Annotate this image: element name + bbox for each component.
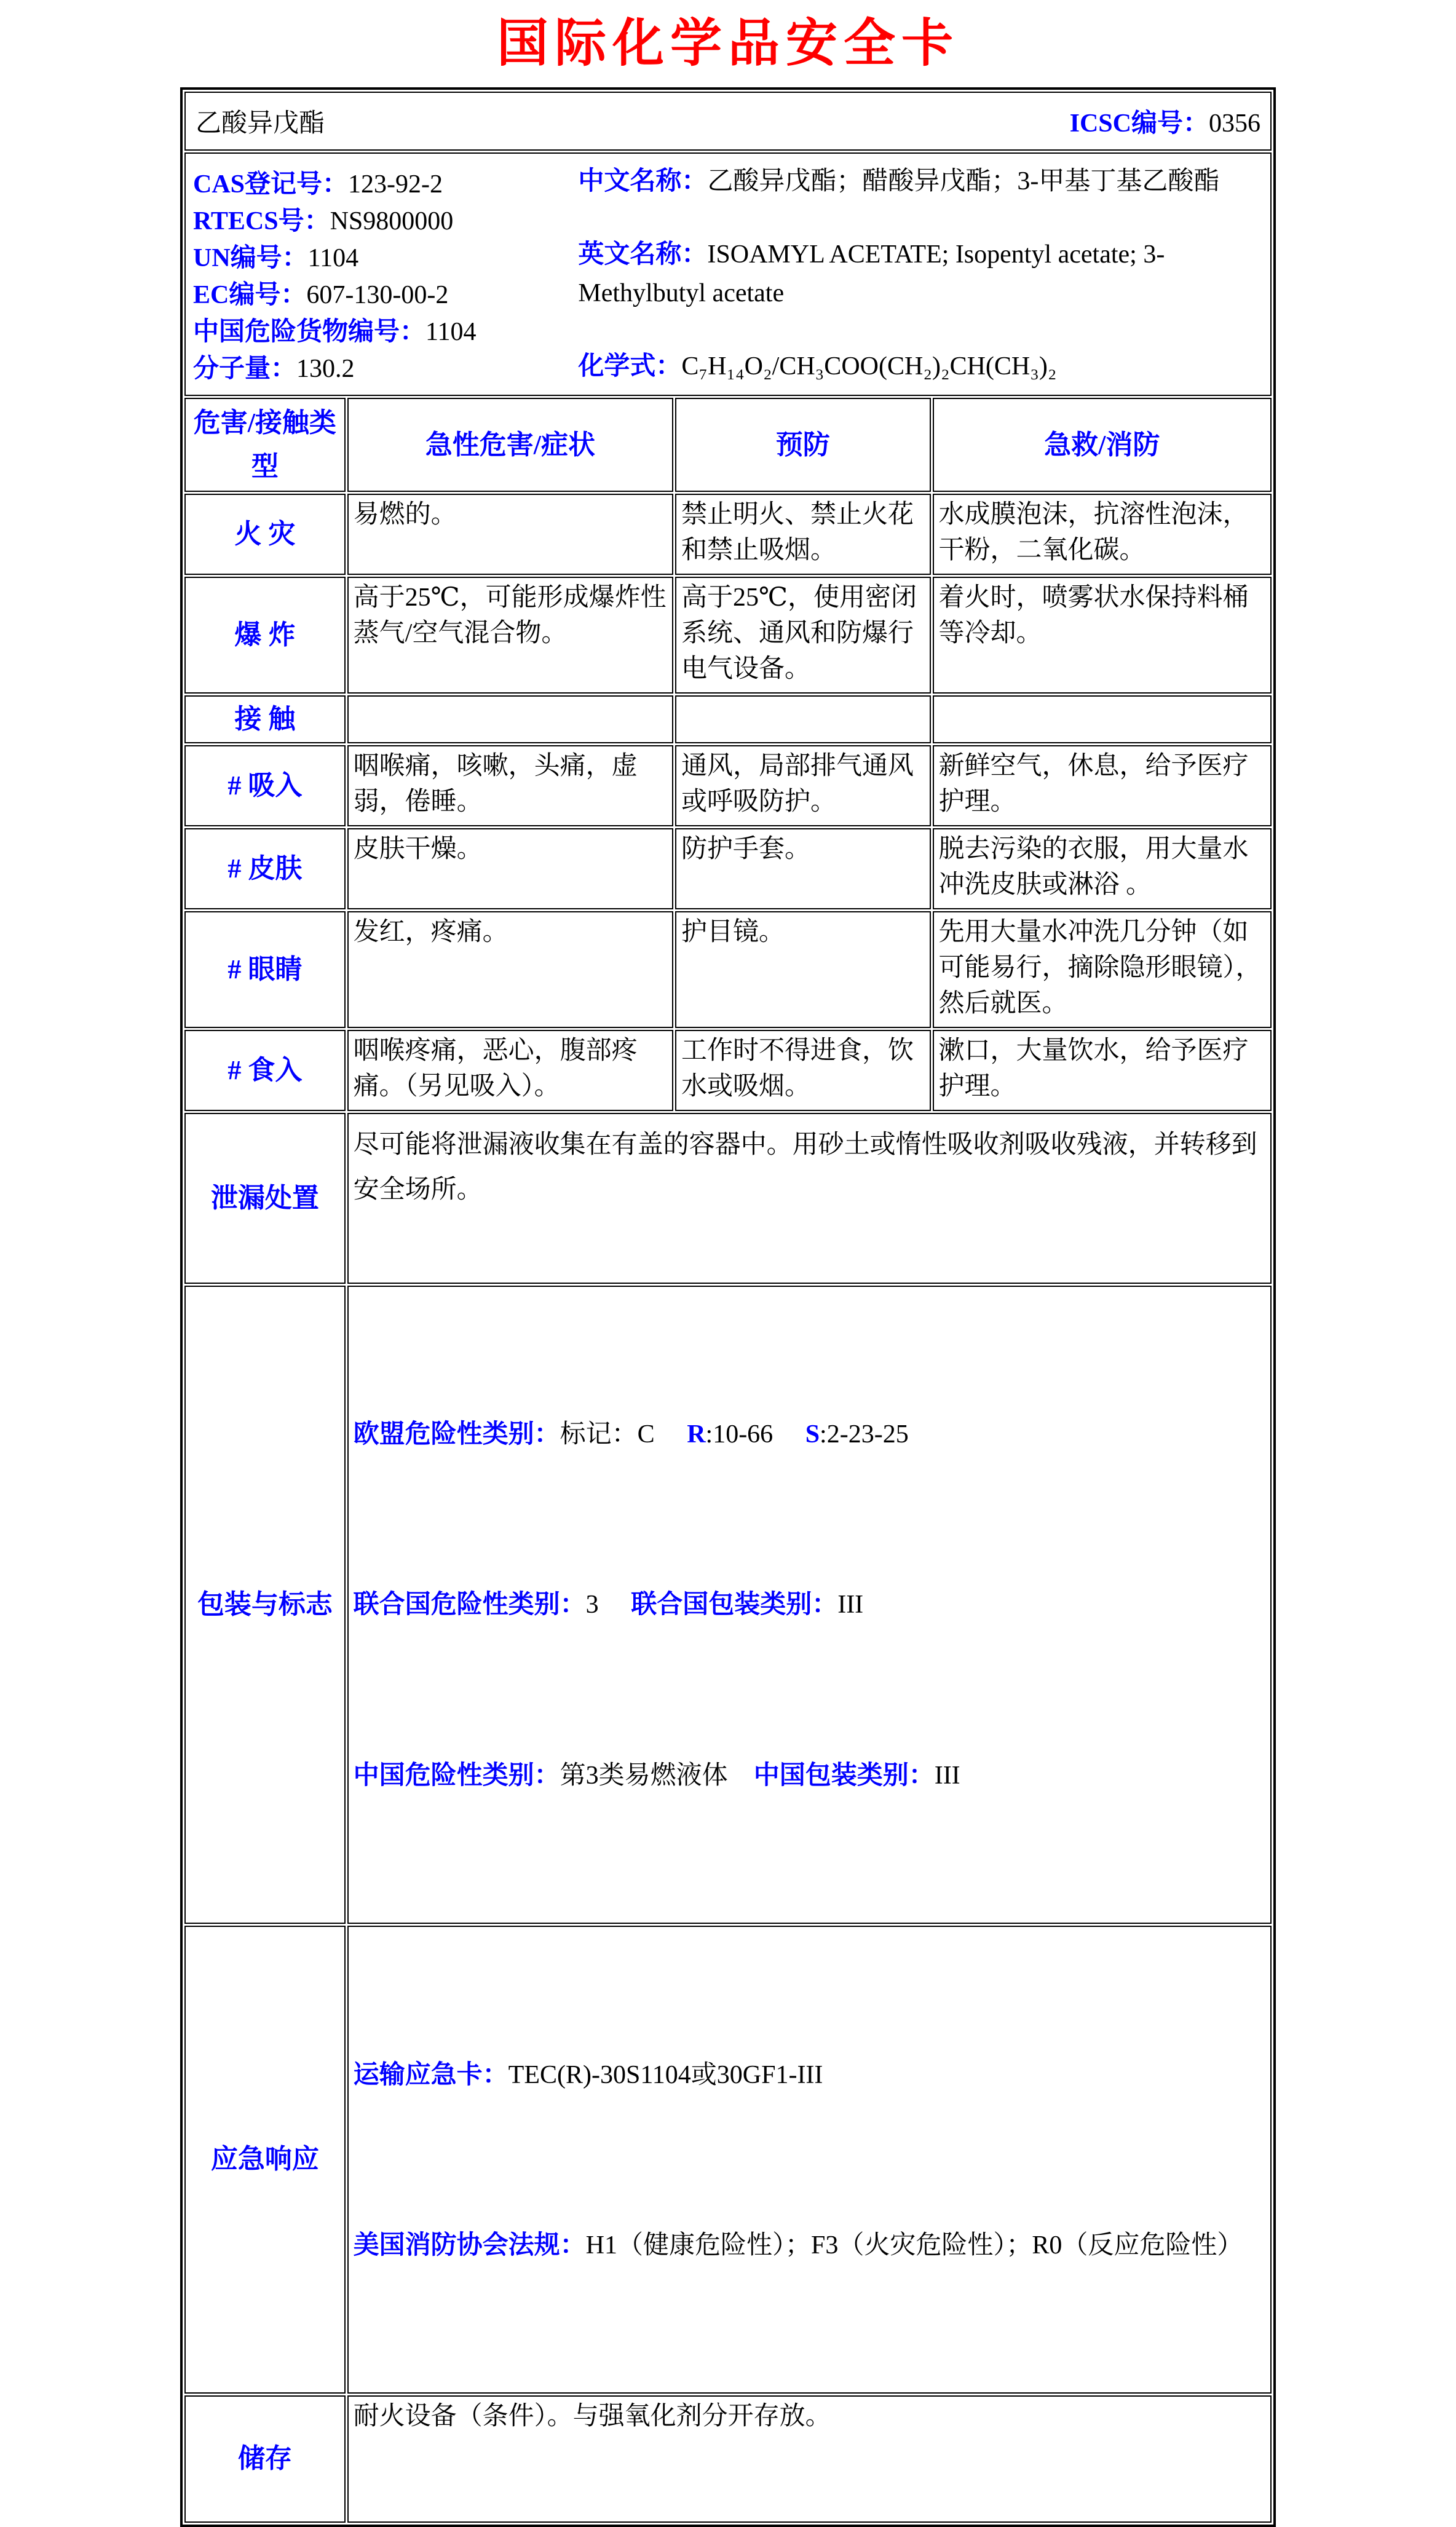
hazard-header-row	[184, 398, 1272, 492]
hazard-header-type: 危害/接触类型	[184, 398, 346, 492]
hazard-type-label: # 眼睛	[184, 911, 346, 1028]
hazard-row-eyes	[184, 911, 1272, 1028]
section-row-emergency	[184, 1926, 1272, 2394]
field-value: C₇H₁₄O₂/CH₃COO(CH₂)₂CH(CH₃)₂	[681, 352, 1057, 381]
field-value: ISOAMYL ACETATE; Isopentyl acetate; 3-Methylbutyl acetate	[578, 240, 1165, 308]
section-content-spill: 尽可能将泄漏液收集在有盖的容器中。用砂土或惰性吸收剂吸收残液，并转移到安全场所。	[347, 1113, 1272, 1284]
hazard-cell-first-aid: 脱去污染的衣服，用大量水冲洗皮肤或淋浴 。	[933, 828, 1272, 909]
hazard-type-label: # 吸入	[184, 745, 346, 826]
field-label: 中国包装类别：	[753, 1761, 935, 1790]
hazard-cell-first-aid: 新鲜空气，休息，给予医疗护理。	[933, 745, 1272, 826]
field-value: 123-92-2	[348, 170, 443, 199]
field-value: :10-66	[705, 1420, 805, 1449]
field-value: TEC(R)-30S1104或30GF1-III	[508, 2060, 823, 2089]
hazard-header-symptoms: 急性危害/症状	[347, 398, 673, 492]
nfpa-code-line	[354, 2217, 1265, 2274]
hazard-cell-first-aid: 漱口，大量饮水，给予医疗护理。	[933, 1030, 1272, 1111]
field-label: 中国危险性类别：	[353, 1761, 560, 1790]
hazard-cell-first-aid: 先用大量水冲洗几分钟（如可能易行，摘除隐形眼镜），然后就医。	[933, 911, 1272, 1028]
hazard-type-label: # 皮肤	[184, 828, 346, 909]
section-content-storage: 耐火设备（条件）。与强氧化剂分开存放。	[347, 2395, 1272, 2523]
section-row-spill	[184, 1113, 1272, 1284]
transport-emergency-card-line	[354, 2047, 1265, 2103]
hazard-type-label: 火 灾	[184, 494, 346, 575]
field-value: 第3类易燃液体	[560, 1761, 754, 1790]
field-value: 标记：C	[560, 1420, 687, 1449]
field-label: CAS登记号：	[193, 170, 349, 199]
field-label: 欧盟危险性类别：	[353, 1420, 560, 1449]
field-label: S	[805, 1420, 820, 1449]
icsc-number	[1070, 103, 1260, 140]
un-hazard-class-line	[354, 1576, 1265, 1633]
field-value: :2-23-25	[820, 1420, 909, 1449]
hazard-cell-prevention: 通风，局部排气通风或呼吸防护。	[675, 745, 930, 826]
chemical-formula-line	[578, 347, 1263, 386]
field-value: 1104	[425, 318, 477, 347]
field-value: 乙酸异戊酯；醋酸异戊酯；3-甲基丁基乙酸酯	[707, 167, 1220, 196]
cas-number-line	[193, 164, 578, 200]
hazard-type-label: # 食入	[184, 1030, 346, 1111]
china-dg-number-line	[193, 311, 578, 348]
chinese-name-line	[578, 162, 1263, 201]
page	[0, 16, 1456, 2527]
substance-name: 乙酸异戊酯	[196, 109, 325, 138]
hazard-cell-symptoms: 皮肤干燥。	[347, 828, 673, 909]
hazard-cell-symptoms: 咽喉疼痛，恶心，腹部疼痛。（另见吸入）。	[347, 1030, 673, 1111]
safety-card	[180, 87, 1276, 2527]
hazard-cell-first-aid: 水成膜泡沫，抗溶性泡沫，干粉，二氧化碳。	[933, 494, 1272, 575]
hazard-cell-symptoms: 发红，疼痛。	[347, 911, 673, 1028]
un-number-line	[193, 237, 578, 274]
hazard-row-explosion	[184, 577, 1272, 694]
hazard-cell-symptoms: 高于25℃，可能形成爆炸性蒸气/空气混合物。	[347, 577, 673, 694]
hazard-type-label: 接 触	[184, 695, 346, 743]
hazard-cell-prevention: 工作时不得进食，饮水或吸烟。	[675, 1030, 930, 1111]
molecular-weight-line	[193, 348, 578, 385]
field-value: 607-130-00-2	[306, 281, 449, 310]
hazard-cell-prevention: 禁止明火、禁止火花和禁止吸烟。	[675, 494, 930, 575]
section-label-packaging: 包装与标志	[184, 1286, 346, 1924]
hazard-cell-prevention: 防护手套。	[675, 828, 930, 909]
hazard-cell-first-aid	[933, 695, 1272, 743]
section-row-packaging	[184, 1286, 1272, 1924]
icsc-number-value: 0356	[1209, 109, 1260, 138]
hazard-row-fire	[184, 494, 1272, 575]
hazard-cell-first-aid: 着火时，喷雾状水保持料桶等冷却。	[933, 577, 1272, 694]
hazard-row-inhalation	[184, 745, 1272, 826]
ec-number-line	[193, 274, 578, 311]
identification-cell	[184, 152, 1272, 396]
china-hazard-class-line	[354, 1747, 1265, 1804]
section-row-storage	[184, 2395, 1272, 2523]
icsc-number-label: ICSC编号：	[1069, 109, 1209, 138]
identifier-list	[193, 160, 578, 389]
field-label: 分子量：	[193, 355, 297, 384]
identification-row	[184, 152, 1272, 396]
field-value: III	[837, 1591, 864, 1619]
hazard-row-skin	[184, 828, 1272, 909]
field-label: UN编号：	[193, 244, 308, 273]
hazard-header-first-aid: 急救/消防	[933, 398, 1272, 492]
field-label: 联合国危险性类别：	[353, 1591, 586, 1619]
hazard-cell-prevention: 护目镜。	[675, 911, 930, 1028]
field-label: RTECS号：	[193, 207, 330, 236]
field-value: 130.2	[296, 355, 355, 384]
field-label: 英文名称：	[578, 240, 708, 269]
substance-header-cell	[184, 92, 1272, 151]
field-label: 中文名称：	[578, 167, 708, 196]
field-value: 1104	[307, 244, 359, 273]
hazard-cell-symptoms	[347, 695, 673, 743]
field-value: H1（健康危险性）；F3（火灾危险性）；R0（反应危险性）	[585, 2231, 1243, 2260]
section-content-emergency	[347, 1926, 1272, 2394]
hazard-header-prevention: 预防	[675, 398, 930, 492]
substance-header-row	[184, 92, 1272, 151]
hazard-cell-symptoms: 易燃的。	[347, 494, 673, 575]
hazard-type-label: 爆 炸	[184, 577, 346, 694]
field-label: R	[687, 1420, 706, 1449]
hazard-row-ingestion	[184, 1030, 1272, 1111]
field-label: EC编号：	[193, 281, 307, 310]
names-list	[578, 160, 1263, 389]
field-value: III	[934, 1761, 960, 1790]
rtecs-number-line	[193, 200, 578, 237]
section-label-emergency: 应急响应	[184, 1926, 346, 2394]
hazard-cell-prevention: 高于25℃，使用密闭系统、通风和防爆行电气设备。	[675, 577, 930, 694]
section-label-storage: 储存	[184, 2395, 346, 2523]
eu-hazard-class-line	[354, 1406, 1265, 1463]
field-label: 化学式：	[578, 352, 682, 381]
section-content-packaging	[347, 1286, 1272, 1924]
field-label: 联合国包装类别：	[631, 1591, 838, 1619]
field-label: 运输应急卡：	[353, 2060, 508, 2089]
section-label-spill: 泄漏处置	[184, 1113, 346, 1284]
english-name-line	[578, 235, 1263, 313]
field-label: 中国危险货物编号：	[193, 318, 426, 347]
field-value: NS9800000	[330, 207, 454, 236]
hazard-row-contact	[184, 695, 1272, 743]
page-title: 国际化学品安全卡	[496, 15, 959, 73]
field-value: 3	[585, 1591, 631, 1619]
hazard-cell-prevention	[675, 695, 930, 743]
hazard-cell-symptoms: 咽喉痛，咳嗽，头痛，虚弱，倦睡。	[347, 745, 673, 826]
field-label: 美国消防协会法规：	[353, 2231, 586, 2260]
